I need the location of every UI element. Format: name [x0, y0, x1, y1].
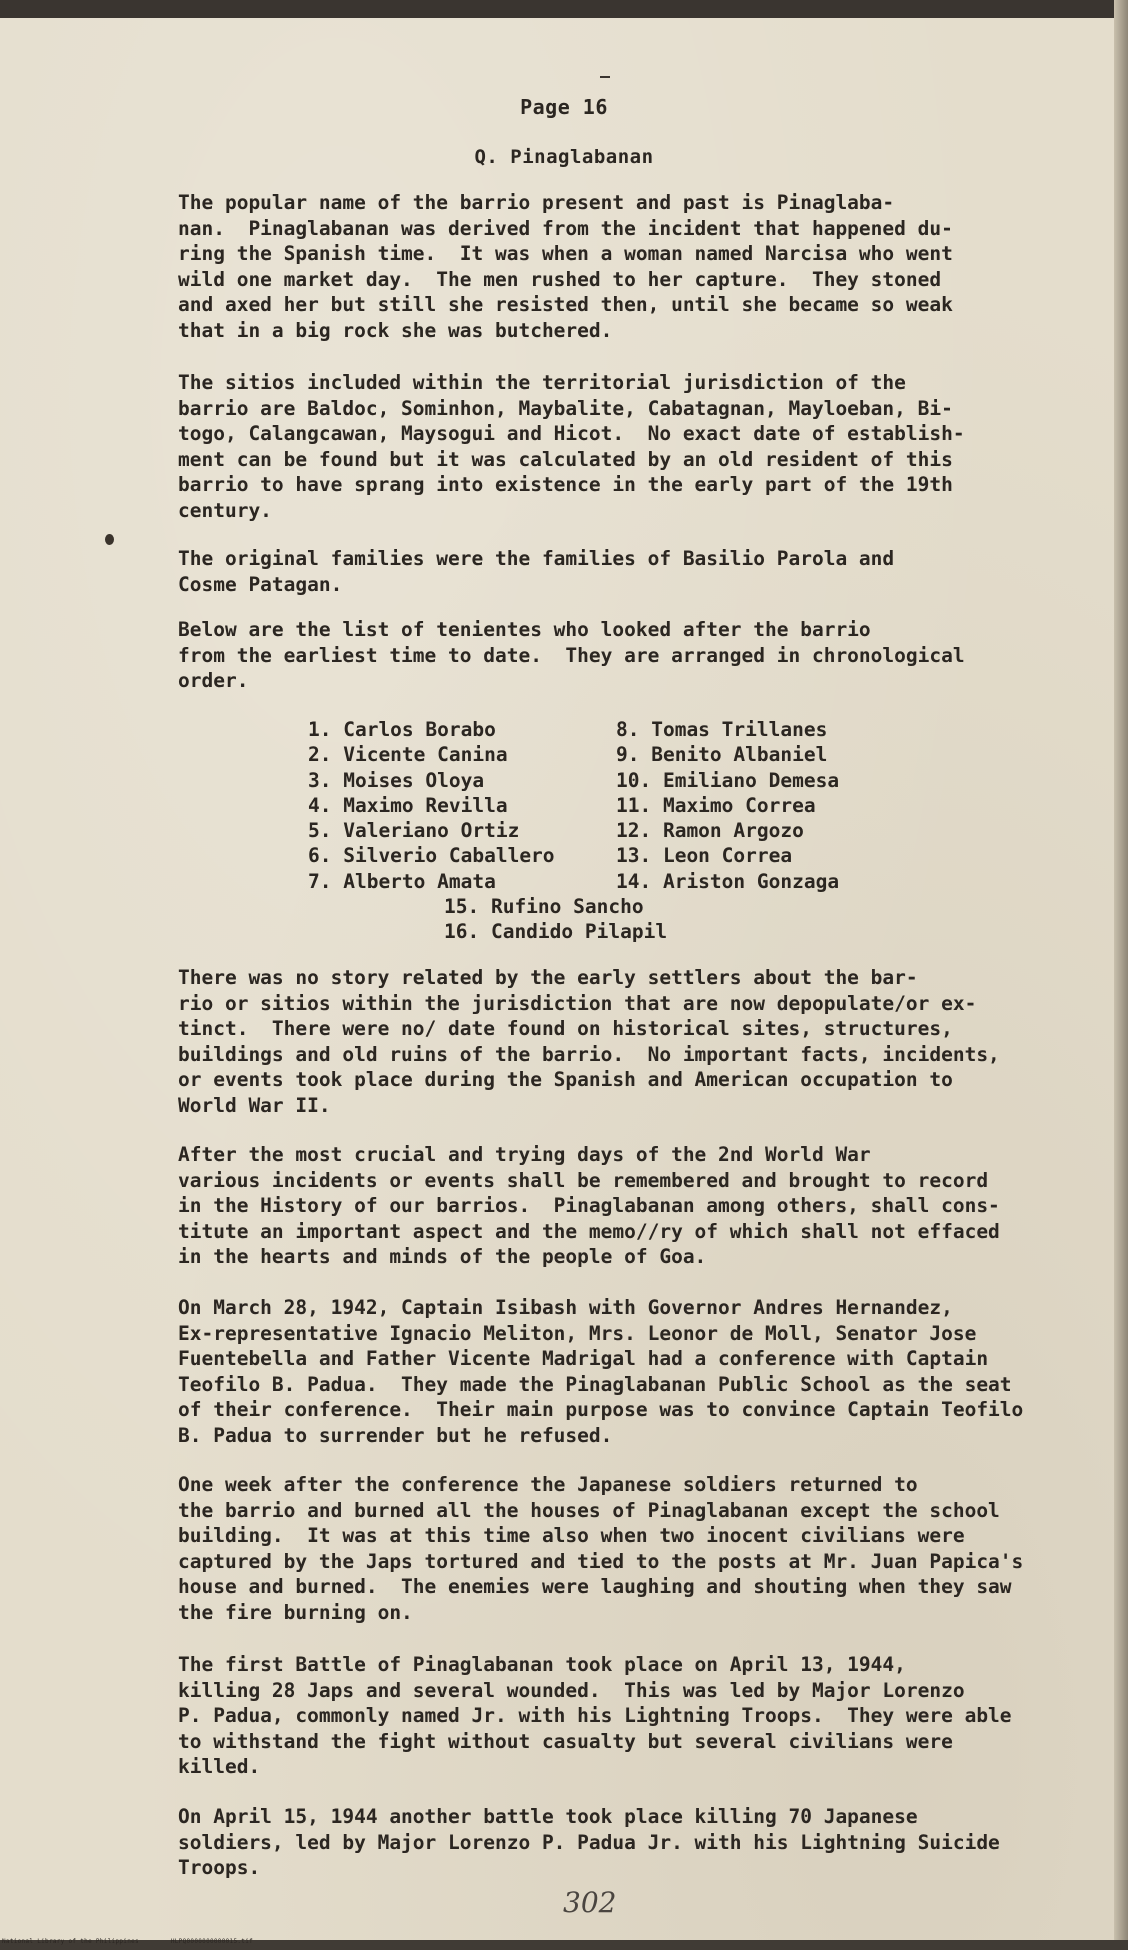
paragraph-sitios: The sitios included within the territorial jurisdiction of the barrio are Baldoc, Sominhon, Maybalite, Cabatagnan, Mayloeban, Bi- togo, Calangcawan, Maysogui and Hicot. No exact date of establish- ment can be found but it was calculated by an old resident of this barrio to have sprang into existence in the early part of the 19th century. — [178, 371, 965, 522]
list-row — [308, 768, 908, 793]
section-title: Q. Pinaglabanan — [474, 146, 654, 168]
list-item: 12. Ramon Argozo — [616, 819, 804, 843]
scan-right-edge — [1114, 0, 1128, 1950]
list-item: 10. Emiliano Demesa — [616, 768, 840, 792]
list-item: 1. Carlos Borabo — [308, 718, 496, 741]
list-item: 16. Candido Pilapil — [444, 920, 668, 944]
punch-hole-mark — [105, 534, 114, 545]
list-item: 8. Tomas Trillanes — [616, 718, 828, 741]
list-row — [308, 843, 908, 868]
list-row — [308, 793, 908, 818]
list-row — [308, 894, 908, 919]
list-item: 7. Alberto Amata — [308, 869, 496, 893]
handwritten-page-number: 302 — [563, 1886, 617, 1919]
list-item: 14. Ariston Gonzaga — [616, 869, 840, 893]
list-row — [308, 919, 908, 944]
paragraph-after-war: After the most crucial and trying days of the 2nd World War various incidents or events shall be remembered and brought to record in the History of our barrios. Pinaglabanan among others, shall cons- titute an important aspect and the memo//ry of which shall not effaced in the hearts and minds of the people of Goa. — [178, 1143, 1000, 1268]
list-item: 9. Benito Albaniel — [616, 743, 828, 767]
list-item: 3. Moises Oloya — [308, 768, 485, 792]
paragraph-april-15-battle: On April 15, 1944 another battle took place killing 70 Japanese soldiers, led by Major Lorenzo P. Padua Jr. with his Lightning Suicide Troops. — [178, 1805, 1000, 1879]
paragraph-tenientes-intro: Below are the list of tenientes who looked after the barrio from the earliest time to date. They are arranged in chronological order. — [178, 618, 965, 692]
tenientes-list — [308, 717, 908, 945]
paragraph-march-1942: On March 28, 1942, Captain Isibash with Governor Andres Hernandez, Ex-representative Ignacio Meliton, Mrs. Leonor de Moll, Senator Jose Fuentebella and Father Vicente Madrigal had a conference with Captain Teofilo B. Padua. They made the Pinaglabanan Public School as the seat of their conference. Their main purpose was to convince Captain Teofilo B. Padua to surrender but he refused. — [178, 1296, 1024, 1447]
list-item: 13. Leon Correa — [616, 844, 793, 868]
footer-library: National Library of the Philippines — [2, 1938, 139, 1945]
paragraph-barrio-name: The popular name of the barrio present and past is Pinaglaba- nan. Pinaglabanan was derived from the incident that happened du- ring the Spanish time. It was when a woman named Narcisa who went wild one market day. The men rushed to her capture. They stoned and axed her but still she resisted then, until she became so weak that in a big rock she was butchered. — [178, 191, 953, 342]
list-item: 2. Vicente Canina — [308, 743, 508, 767]
top-dash-mark — [600, 76, 610, 78]
scan-top-edge — [0, 0, 1128, 18]
list-row — [308, 742, 908, 767]
list-row — [308, 818, 908, 843]
list-item: 15. Rufino Sancho — [444, 895, 644, 919]
list-row — [308, 717, 908, 742]
paragraph-no-story: There was no story related by the early settlers about the bar- rio or sitios within the jurisdiction that are now depopulate/or ex- tinct. There were no/ date found on historical sites, structures, buildings and old ruins of the barrio. No important facts, incidents, or events took place during the Spanish and American occupation to World War II. — [178, 966, 1000, 1117]
list-row — [308, 869, 908, 894]
paragraph-original-families: The original families were the families of Basilio Parola and Cosme Patagan. — [178, 547, 895, 596]
scan-footer — [2, 1938, 281, 1945]
paragraph-one-week-after: One week after the conference the Japanese soldiers returned to the barrio and burned all the houses of Pinaglabanan except the school building. It was at this time also when two inocent civilians were captured by the Japs tortured and tied to the posts at Mr. Juan Papica's house and burned. The enemies were laughing and shouting when they saw the fire burning on. — [178, 1473, 1024, 1624]
footer-file-id: HLPQ0000000000015.tif — [170, 1938, 254, 1945]
list-item: 11. Maximo Correa — [616, 793, 816, 817]
page-number-label: Page 16 — [520, 95, 608, 119]
paragraph-first-battle: The first Battle of Pinaglabanan took place on April 13, 1944, killing 28 Japs and several wounded. This was led by Major Lorenzo P. Padua, commonly named Jr. with his Lightning Troops. They were able to withstand the fight without casualty but several civilians were killed. — [178, 1653, 1012, 1778]
list-item: 5. Valeriano Ortiz — [308, 819, 520, 843]
list-item: 6. Silverio Caballero — [308, 844, 555, 868]
list-item: 4. Maximo Revilla — [308, 793, 508, 817]
